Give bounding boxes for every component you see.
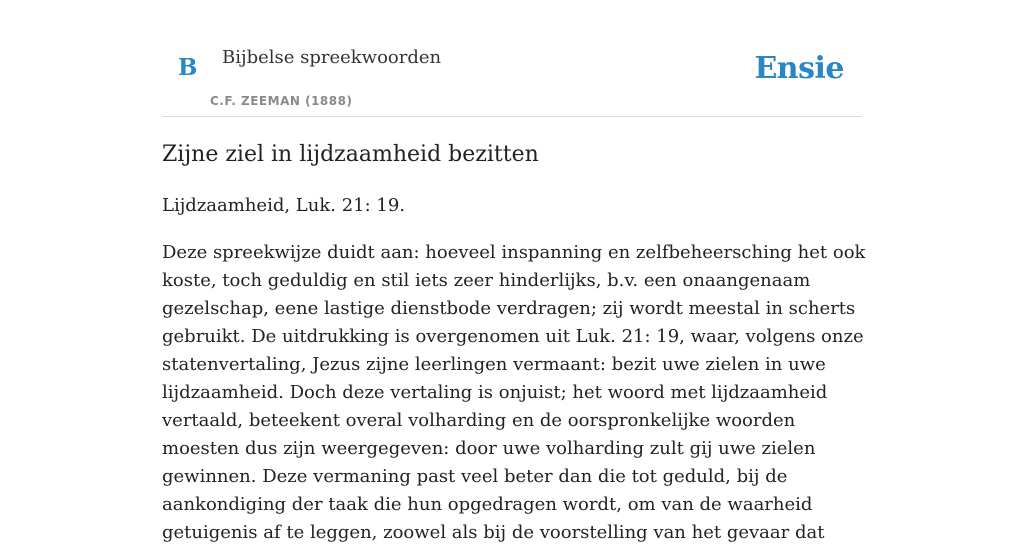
entry-content — [162, 140, 872, 547]
ensie-logo-link[interactable]: Ensie — [754, 51, 844, 86]
entry-body-text: Deze spreekwijze duidt aan: hoeveel inspanning en zelfbeheersching het ook koste, toch geduldig en stil iets zeer hinderlijks, b.v. een onaangenaam gezelschap, eene lastige dienstbode verdragen; zij wordt meestal in scherts gebruikt. De uitdrukking is overgenomen uit Luk. 21: 19, waar, volgens onze statenvertaling, Jezus zijne leerlingen vermaant: bezit uwe zielen in uwe lijdzaamheid. Doch deze vertaling is onjuist; het woord met lijdzaamheid vertaald, beteekent overal volharding en de oorspronkelijke woorden moesten dus zijn weergegeven: door uwe volharding zult gij uwe zielen gewinnen. Deze vermaning past veel beter dan die tot geduld, bij de aankondiging der taak die hun opgedragen wordt, om van de waarheid getuigenis af te leggen, zoowel als bij de voorstelling van het gevaar dat — [162, 242, 866, 543]
entry-title: Zijne ziel in lijdzaamheid bezitten — [162, 142, 539, 167]
book-header — [162, 0, 862, 117]
book-initial-icon[interactable]: B — [178, 54, 198, 81]
entry-reference: Lijdzaamheid, Luk. 21: 19. — [162, 195, 406, 216]
book-title-link[interactable]: Bijbelse spreekwoorden — [222, 47, 442, 68]
book-author: C.F. ZEEMAN (1888) — [210, 94, 353, 108]
